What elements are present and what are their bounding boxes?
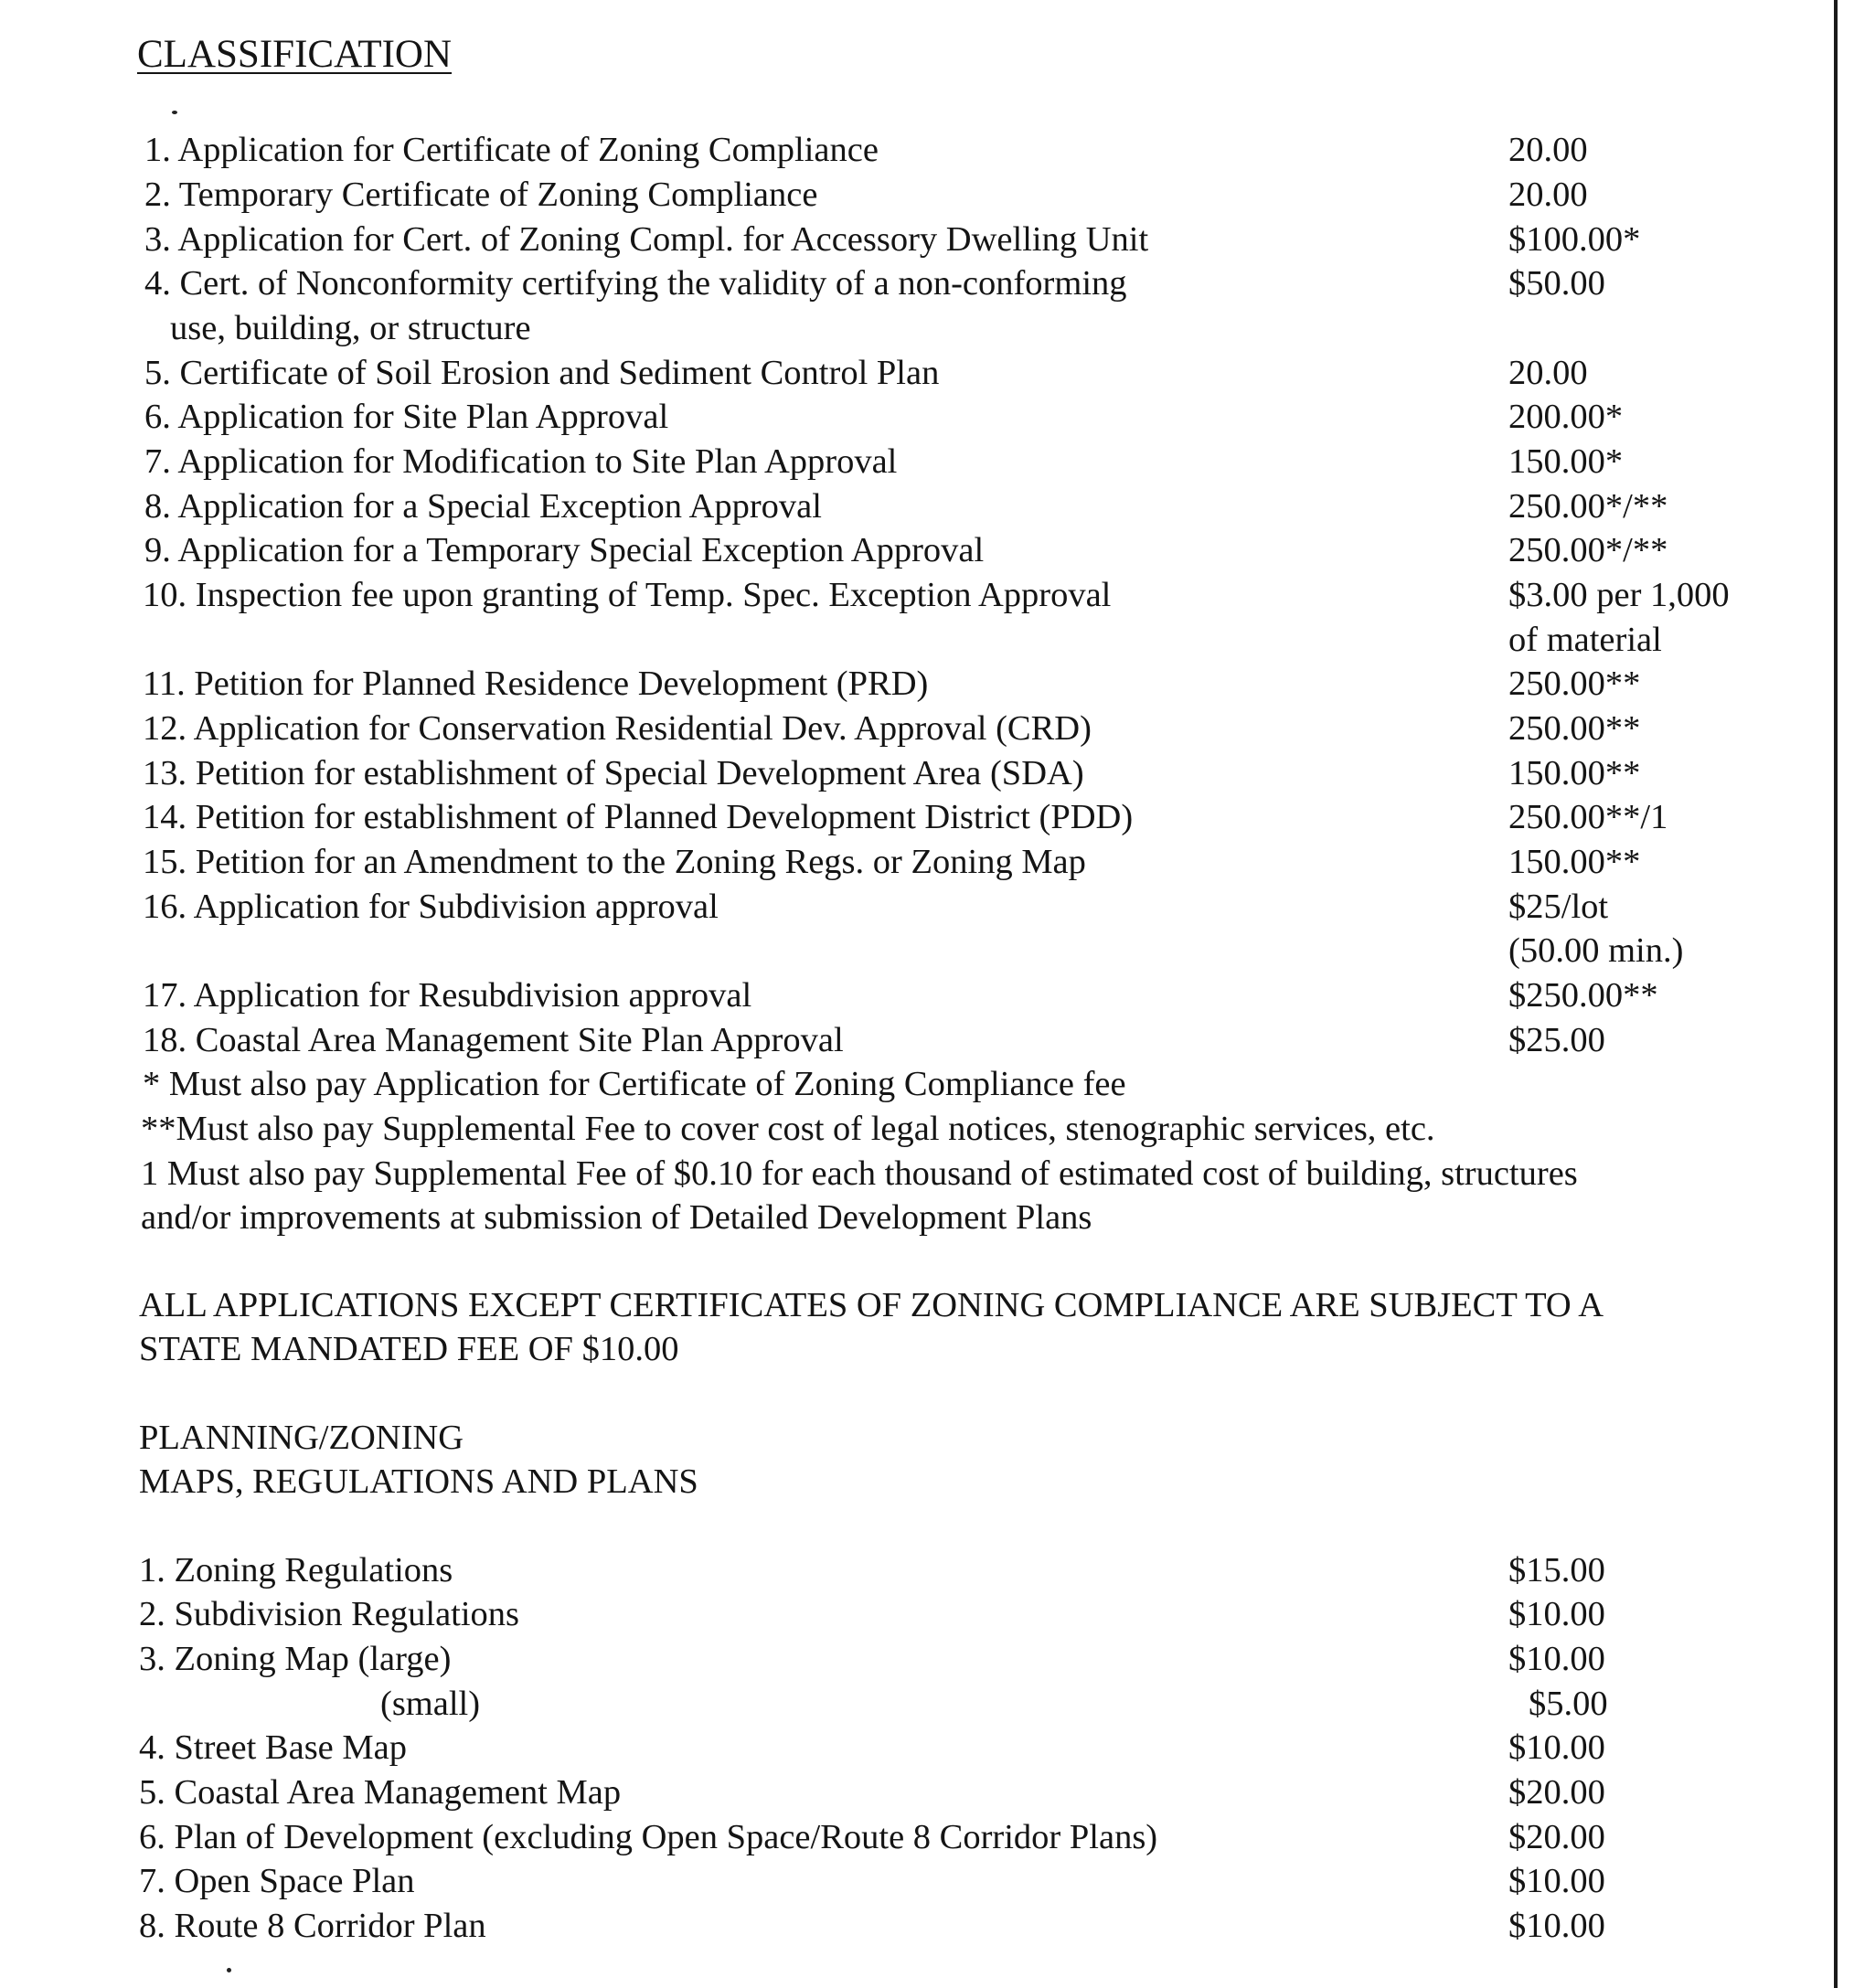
fee-item-label: 2. Temporary Certificate of Zoning Compliance — [144, 175, 818, 214]
fee-item-label: 17. Application for Resubdivision approval — [143, 976, 752, 1015]
fee-item-amount: 200.00* — [1508, 398, 1624, 436]
fee-item-amount-continued: (50.00 min.) — [1508, 931, 1684, 970]
state-fee-notice-line: STATE MANDATED FEE OF $10.00 — [139, 1330, 679, 1368]
footnote: **Must also pay Supplemental Fee to cover cost of legal notices, stenographic services, etc. — [141, 1110, 1435, 1148]
fee-item-label: 7. Application for Modification to Site Plan Approval — [144, 442, 898, 481]
fee-item-amount: 250.00*/** — [1508, 531, 1668, 569]
fee-item-label: 14. Petition for establishment of Planned Development District (PDD) — [143, 798, 1134, 836]
map-item-price: $10.00 — [1508, 1595, 1605, 1633]
fee-item-label: 8. Application for a Special Exception Approval — [144, 487, 822, 526]
fee-item-label: 13. Petition for establishment of Special Development Area (SDA) — [143, 754, 1084, 792]
map-item-label: 7. Open Space Plan — [139, 1862, 415, 1900]
map-item-price: $20.00 — [1508, 1818, 1605, 1856]
fee-item-amount: 20.00 — [1508, 175, 1588, 214]
fee-item-label: 10. Inspection fee upon granting of Temp. Spec. Exception Approval — [143, 576, 1112, 614]
map-item-label: 4. Street Base Map — [139, 1728, 407, 1767]
map-item-price: $10.00 — [1508, 1728, 1605, 1767]
map-item-price: $10.00 — [1508, 1862, 1605, 1900]
fee-item-label: 4. Cert. of Nonconformity certifying the validity of a non-conforming — [144, 264, 1127, 303]
fee-item-amount: 20.00 — [1508, 131, 1588, 169]
map-item-price: $5.00 — [1529, 1685, 1608, 1723]
fee-item-amount: $3.00 per 1,000 — [1508, 576, 1730, 614]
fee-item-label: 15. Petition for an Amendment to the Zoning Regs. or Zoning Map — [143, 843, 1086, 881]
map-item-label: 1. Zoning Regulations — [139, 1551, 453, 1589]
footnote: 1 Must also pay Supplemental Fee of $0.10 for each thousand of estimated cost of building, structures — [141, 1154, 1578, 1193]
state-fee-notice-line: ALL APPLICATIONS EXCEPT CERTIFICATES OF ZONING COMPLIANCE ARE SUBJECT TO A — [139, 1286, 1604, 1324]
map-item-label: 5. Coastal Area Management Map — [139, 1773, 622, 1812]
fee-item-amount: $25.00 — [1508, 1021, 1605, 1059]
fee-item-label: 12. Application for Conservation Residential Dev. Approval (CRD) — [143, 709, 1092, 748]
map-item-price: $20.00 — [1508, 1773, 1605, 1812]
map-item-price: $10.00 — [1508, 1640, 1605, 1678]
fee-item-amount-continued: of material — [1508, 621, 1662, 659]
fee-item-amount: 250.00** — [1508, 709, 1641, 748]
planning-heading-line: MAPS, REGULATIONS AND PLANS — [139, 1462, 698, 1501]
scan-speck — [172, 111, 177, 114]
map-item-label: 6. Plan of Development (excluding Open Space/Route 8 Corridor Plans) — [139, 1818, 1158, 1856]
scan-speck — [227, 1968, 231, 1972]
footnote: and/or improvements at submission of Detailed Development Plans — [141, 1198, 1092, 1237]
fee-item-label: 3. Application for Cert. of Zoning Compl. for Accessory Dwelling Unit — [144, 220, 1149, 259]
fee-item-label: 9. Application for a Temporary Special Exception Approval — [144, 531, 985, 569]
planning-heading-line: PLANNING/ZONING — [139, 1419, 464, 1457]
fee-item-amount: 250.00** — [1508, 664, 1641, 703]
map-item-label: 8. Route 8 Corridor Plan — [139, 1907, 486, 1945]
fee-item-amount: 150.00** — [1508, 843, 1641, 881]
map-item-label: (small) — [380, 1685, 481, 1723]
classification-heading: CLASSIFICATION — [137, 33, 453, 76]
footnote: * Must also pay Application for Certificate of Zoning Compliance fee — [143, 1065, 1126, 1103]
fee-item-label: 1. Application for Certificate of Zoning Compliance — [144, 131, 879, 169]
fee-item-label-continued: use, building, or structure — [170, 309, 531, 347]
fee-item-label: 6. Application for Site Plan Approval — [144, 398, 669, 436]
page-border-line — [1834, 0, 1838, 1988]
fee-item-amount: 250.00**/1 — [1508, 798, 1668, 836]
fee-item-amount: $100.00* — [1508, 220, 1641, 259]
fee-item-amount: $50.00 — [1508, 264, 1605, 303]
map-item-price: $10.00 — [1508, 1907, 1605, 1945]
fee-item-amount: 20.00 — [1508, 354, 1588, 392]
fee-item-amount: 250.00*/** — [1508, 487, 1668, 526]
fee-item-label: 5. Certificate of Soil Erosion and Sediment Control Plan — [144, 354, 940, 392]
map-item-price: $15.00 — [1508, 1551, 1605, 1589]
fee-item-label: 11. Petition for Planned Residence Development (PRD) — [143, 664, 929, 703]
fee-item-amount: $250.00** — [1508, 976, 1658, 1015]
map-item-label: 2. Subdivision Regulations — [139, 1595, 520, 1633]
fee-item-amount: 150.00** — [1508, 754, 1641, 792]
fee-item-amount: $25/lot — [1508, 888, 1609, 926]
fee-item-label: 16. Application for Subdivision approval — [143, 888, 719, 926]
fee-item-amount: 150.00* — [1508, 442, 1624, 481]
map-item-label: 3. Zoning Map (large) — [139, 1640, 452, 1678]
fee-item-label: 18. Coastal Area Management Site Plan Approval — [143, 1021, 844, 1059]
